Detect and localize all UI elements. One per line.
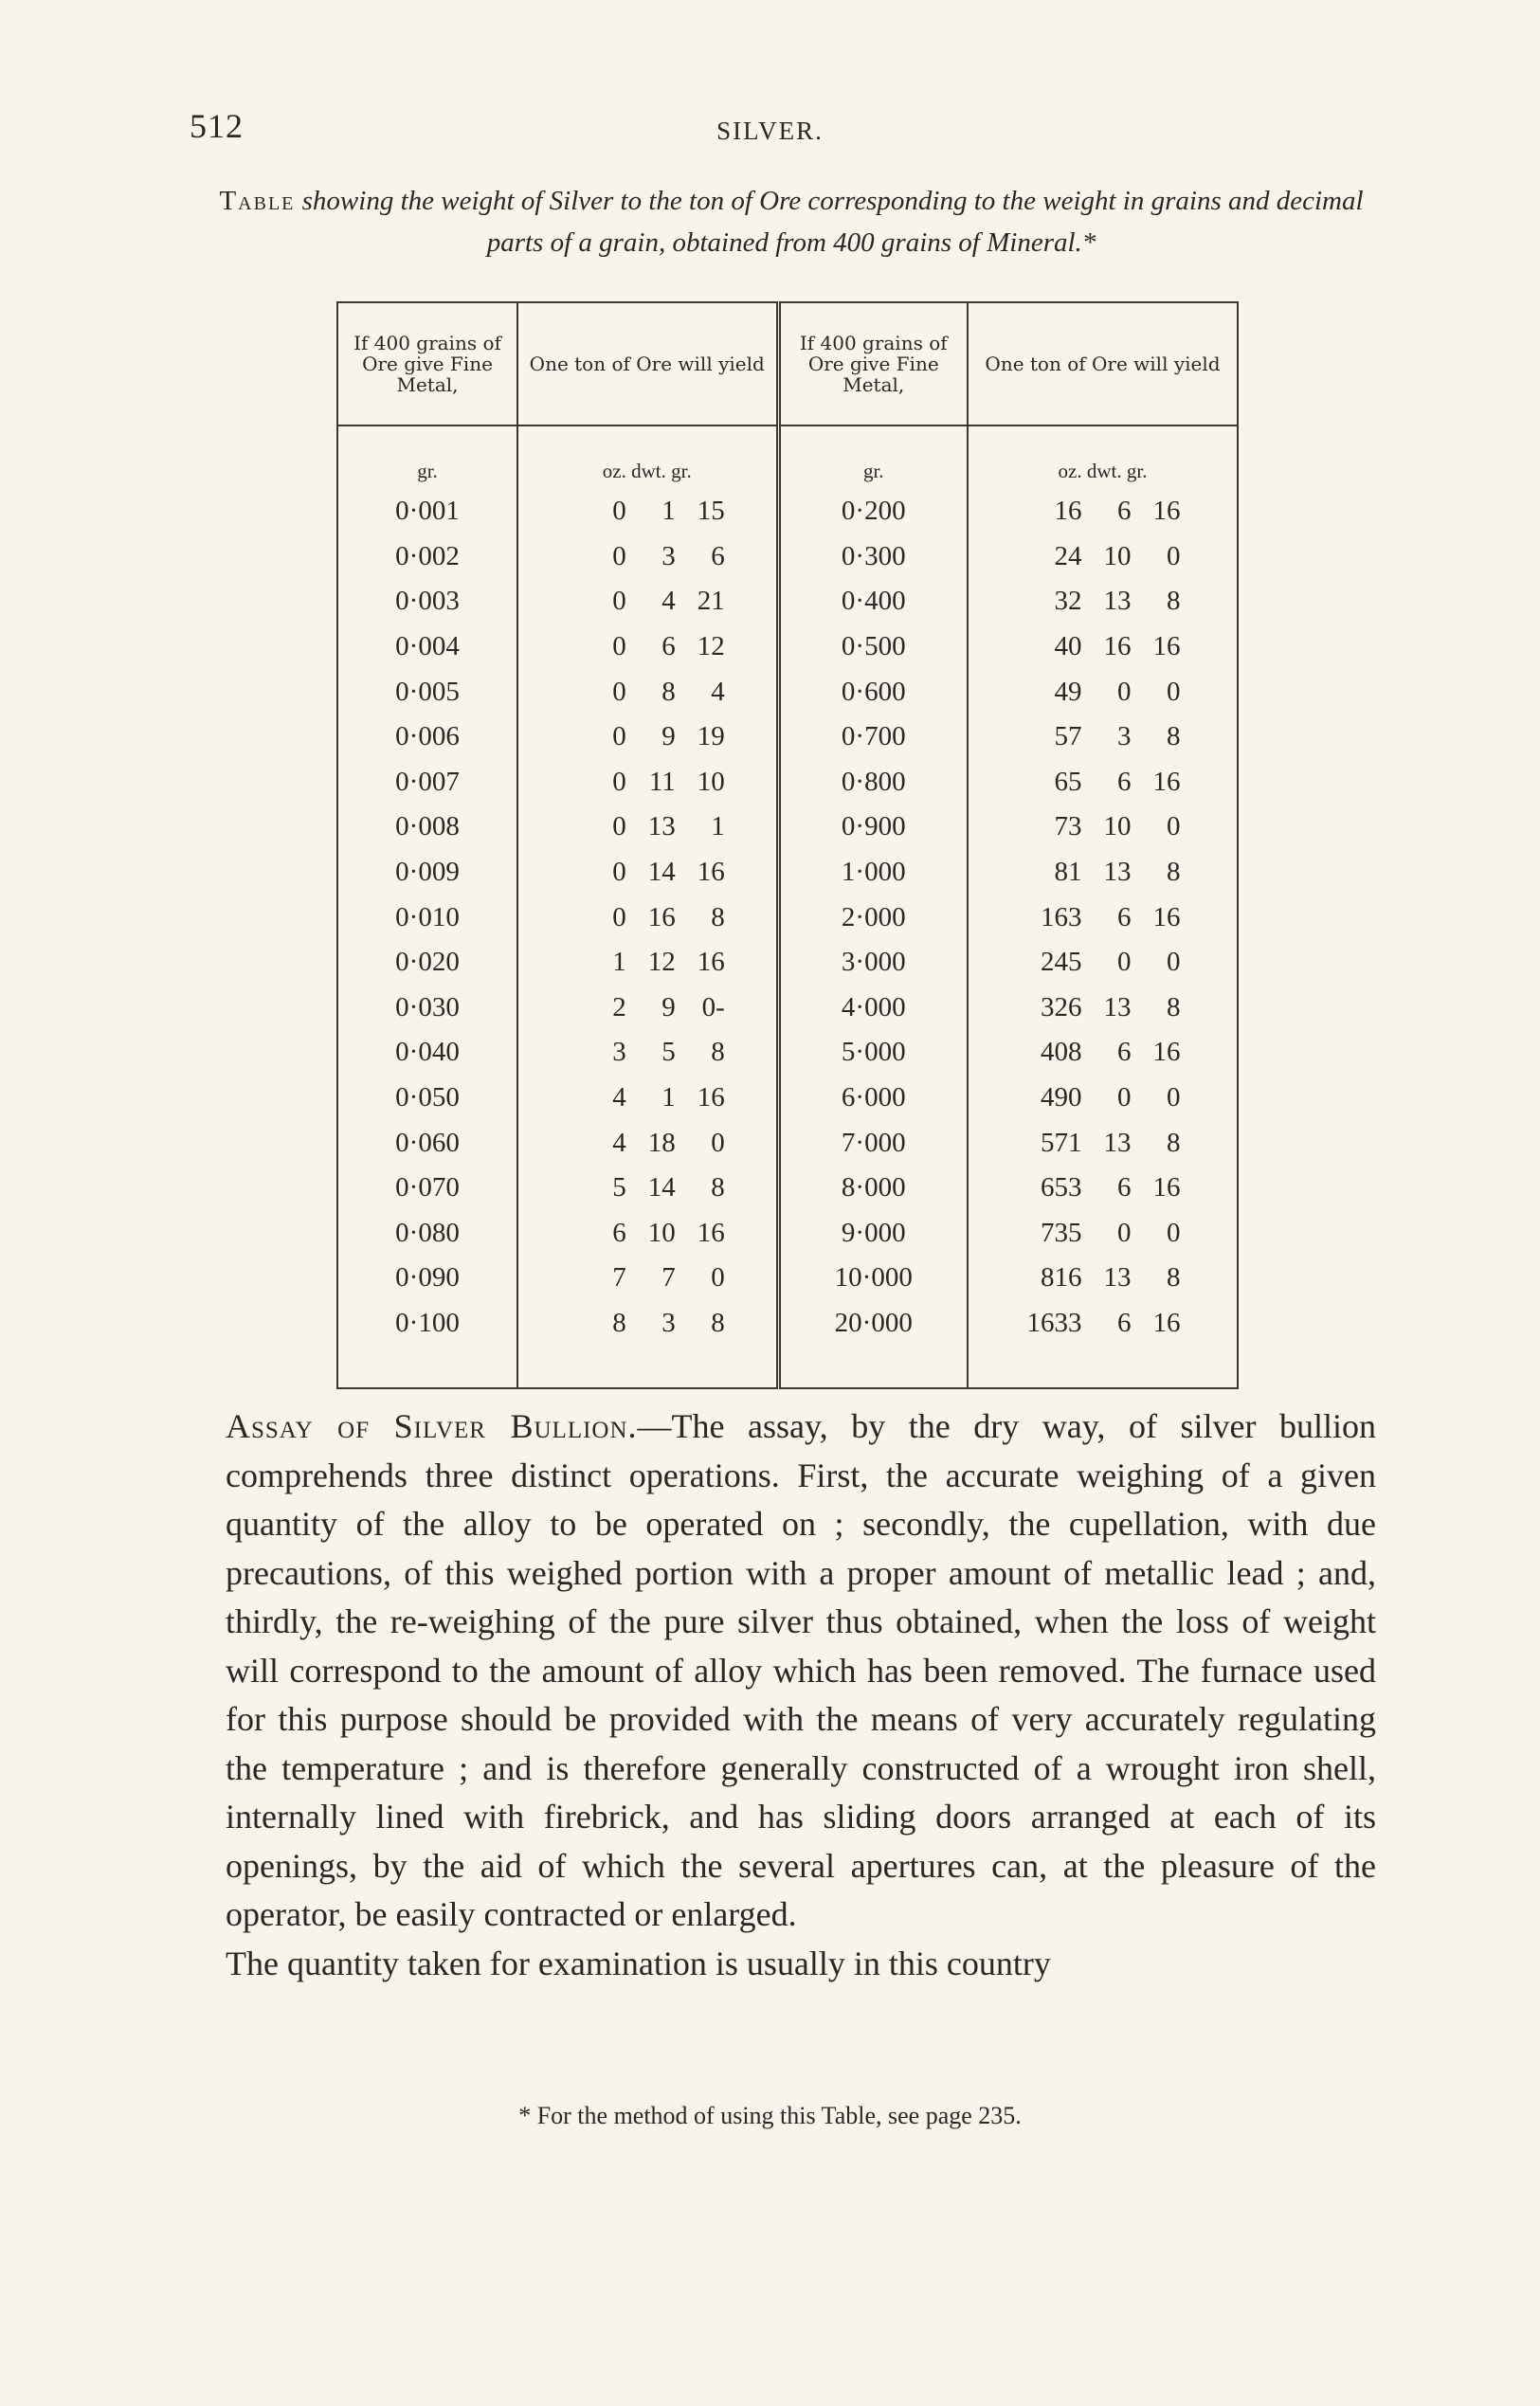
table-row: [337, 669, 1238, 715]
amount-dwt: 6: [1117, 1307, 1132, 1338]
table-row: [337, 760, 1238, 805]
amount-dwt: 14: [647, 1172, 676, 1203]
empty-cell: [517, 1346, 778, 1388]
grains-cell: 0·090: [337, 1256, 517, 1301]
amount-gr: 16: [697, 947, 725, 978]
amount-gr: 16: [1152, 1037, 1181, 1068]
amount-dwt: 3: [661, 540, 676, 571]
amount-dwt: 10: [1103, 811, 1132, 842]
unit-label: gr.: [778, 425, 968, 489]
grains-cell: 0·400: [778, 579, 968, 624]
grains-cell: 0·600: [778, 669, 968, 715]
amount-dwt: 6: [1117, 766, 1132, 797]
section-heading: Assay of Silver Bullion.: [226, 1407, 638, 1445]
amount-dwt: 3: [661, 1307, 676, 1338]
yield-cell: [517, 1301, 778, 1347]
grains-cell: 0·050: [337, 1076, 517, 1121]
amount-dwt: 10: [647, 1217, 676, 1248]
amount-gr: 8: [1167, 991, 1181, 1022]
unit-label: oz. dwt. gr.: [517, 425, 778, 489]
unit-label: gr.: [337, 425, 517, 489]
amount-gr: 0: [711, 1262, 725, 1293]
body-text: [226, 1402, 1376, 1988]
amount-dwt: 12: [647, 947, 676, 978]
amount-oz: 16: [1054, 496, 1082, 527]
amount-gr: 16: [697, 1082, 725, 1113]
page-number: 512: [190, 107, 244, 145]
amount-gr: 0-: [701, 991, 725, 1022]
yield-cell: [517, 624, 778, 670]
amount-dwt: 6: [1117, 901, 1132, 932]
header-grains-right: If 400 grains of Ore give Fine Metal,: [778, 302, 968, 425]
amount-gr: 8: [1167, 1127, 1181, 1158]
table-row: [337, 986, 1238, 1031]
amount-gr: 1: [711, 811, 725, 842]
amount-oz: 32: [1054, 586, 1082, 617]
yield-cell: [517, 669, 778, 715]
table-row: [337, 1211, 1238, 1257]
amount-dwt: 18: [647, 1127, 676, 1158]
amount-dwt: 0: [1117, 1082, 1132, 1113]
yield-cell: [968, 669, 1238, 715]
table-row: [337, 805, 1238, 850]
empty-cell: [968, 1346, 1238, 1388]
header-grains-left: If 400 grains of Ore give Fine Metal,: [337, 302, 517, 425]
amount-oz: 490: [1041, 1082, 1082, 1113]
amount-oz: 735: [1041, 1217, 1082, 1248]
yield-cell: [968, 1211, 1238, 1257]
amount-gr: 6: [711, 540, 725, 571]
amount-gr: 8: [1167, 1262, 1181, 1293]
silver-yield-table: [336, 301, 1239, 1389]
grains-cell: 0·030: [337, 986, 517, 1031]
table-row: [337, 1076, 1238, 1121]
amount-gr: 0: [711, 1127, 725, 1158]
amount-dwt: 6: [1117, 496, 1132, 527]
amount-gr: 0: [1167, 676, 1181, 707]
amount-gr: 8: [711, 1172, 725, 1203]
table-row: [337, 534, 1238, 580]
grains-cell: 0·060: [337, 1120, 517, 1166]
amount-dwt: 4: [661, 586, 676, 617]
amount-oz: 2: [612, 991, 626, 1022]
table-header-row: [337, 302, 1238, 425]
amount-oz: 163: [1041, 901, 1082, 932]
amount-gr: 16: [1152, 631, 1181, 662]
amount-dwt: 13: [1103, 1262, 1132, 1293]
yield-cell: [968, 534, 1238, 580]
amount-gr: 8: [1167, 586, 1181, 617]
amount-gr: 21: [697, 586, 725, 617]
table-row: [337, 624, 1238, 670]
yield-cell: [968, 805, 1238, 850]
empty-cell: [778, 1346, 968, 1388]
yield-cell: [517, 850, 778, 895]
amount-oz: 0: [612, 676, 626, 707]
amount-dwt: 6: [1117, 1037, 1132, 1068]
amount-gr: 19: [697, 721, 725, 752]
amount-gr: 16: [1152, 1307, 1181, 1338]
yield-cell: [517, 940, 778, 986]
yield-cell: [968, 895, 1238, 940]
grains-cell: 0·900: [778, 805, 968, 850]
amount-oz: 4: [612, 1127, 626, 1158]
grains-cell: 0·800: [778, 760, 968, 805]
table-row: [337, 1256, 1238, 1301]
amount-oz: 57: [1054, 721, 1082, 752]
grains-cell: 0·700: [778, 715, 968, 760]
amount-oz: 0: [612, 721, 626, 752]
amount-dwt: 6: [661, 631, 676, 662]
grains-cell: 0·010: [337, 895, 517, 940]
paragraph-text: The quantity taken for examination is usually in this country: [226, 1944, 1051, 1982]
yield-cell: [517, 805, 778, 850]
yield-cell: [517, 1030, 778, 1076]
amount-gr: 15: [697, 496, 725, 527]
amount-oz: 0: [612, 496, 626, 527]
unit-label: oz. dwt. gr.: [968, 425, 1238, 489]
amount-oz: 0: [612, 631, 626, 662]
grains-cell: 0·040: [337, 1030, 517, 1076]
amount-oz: 65: [1054, 766, 1082, 797]
amount-oz: 49: [1054, 676, 1082, 707]
amount-oz: 5: [612, 1172, 626, 1203]
yield-cell: [968, 579, 1238, 624]
amount-oz: 6: [612, 1217, 626, 1248]
amount-gr: 0: [1167, 1082, 1181, 1113]
amount-oz: 40: [1054, 631, 1082, 662]
yield-cell: [517, 1211, 778, 1257]
grains-cell: 5·000: [778, 1030, 968, 1076]
running-head: SILVER.: [716, 117, 824, 145]
amount-oz: 0: [612, 586, 626, 617]
amount-dwt: 5: [661, 1037, 676, 1068]
amount-oz: 73: [1054, 811, 1082, 842]
amount-dwt: 1: [661, 1082, 676, 1113]
amount-gr: 16: [1152, 1172, 1181, 1203]
paragraph: [226, 1940, 1376, 1989]
amount-dwt: 10: [1103, 540, 1132, 571]
amount-dwt: 9: [661, 721, 676, 752]
amount-gr: 8: [711, 1037, 725, 1068]
table-row: [337, 895, 1238, 940]
amount-dwt: 7: [661, 1262, 676, 1293]
amount-oz: 1633: [1026, 1307, 1082, 1338]
table-row: [337, 1030, 1238, 1076]
table-row: [337, 1166, 1238, 1211]
grains-cell: 6·000: [778, 1076, 968, 1121]
grains-cell: 3·000: [778, 940, 968, 986]
amount-gr: 8: [711, 1307, 725, 1338]
yield-cell: [968, 1120, 1238, 1166]
paragraph-text: —The assay, by the dry way, of silver bullion comprehends three distinct operations. First, the accurate weighing of a given quantity of the alloy to be operated on ; secondly, the cupellation, with due precautions, of this weighed portion with a proper amount of metallic lead ; and, thirdly, the re-weighing of the pure silver thus obtained, when the loss of weight will correspond to the amount of alloy which has been removed. The furnace used for this purpose should be provided with the means of very accurately regulating the temperature ; and is therefore generally constructed of a wrought iron shell, internally lined with firebrick, and has sliding doors arranged at each of its openings, by the aid of which the several apertures can, at the pleasure of the operator, be easily contracted or enlarged.: [226, 1407, 1376, 1933]
amount-dwt: 6: [1117, 1172, 1132, 1203]
yield-cell: [968, 1030, 1238, 1076]
amount-gr: 16: [1152, 496, 1181, 527]
table-caption: [190, 180, 1393, 263]
amount-oz: 7: [612, 1262, 626, 1293]
grains-cell: 0·070: [337, 1166, 517, 1211]
grains-cell: 7·000: [778, 1120, 968, 1166]
yield-cell: [968, 1256, 1238, 1301]
table-row: [337, 715, 1238, 760]
amount-gr: 4: [711, 676, 725, 707]
grains-cell: 0·001: [337, 489, 517, 534]
yield-cell: [517, 715, 778, 760]
yield-cell: [517, 534, 778, 580]
amount-oz: 653: [1041, 1172, 1082, 1203]
footnote: * For the method of using this Table, see page 235.: [518, 2102, 1022, 2129]
empty-cell: [337, 1346, 517, 1388]
yield-cell: [517, 579, 778, 624]
grains-cell: 20·000: [778, 1301, 968, 1347]
amount-gr: 0: [1167, 947, 1181, 978]
amount-gr: 0: [1167, 540, 1181, 571]
amount-dwt: 0: [1117, 676, 1132, 707]
table-row: [337, 1301, 1238, 1347]
grains-cell: 0·200: [778, 489, 968, 534]
yield-cell: [968, 715, 1238, 760]
amount-dwt: 13: [1103, 857, 1132, 888]
amount-gr: 12: [697, 631, 725, 662]
amount-gr: 16: [697, 1217, 725, 1248]
amount-gr: 16: [1152, 766, 1181, 797]
table-row: [337, 489, 1238, 534]
amount-oz: 24: [1054, 540, 1082, 571]
table-row: [337, 579, 1238, 624]
grains-cell: 9·000: [778, 1211, 968, 1257]
amount-gr: 10: [697, 766, 725, 797]
table-row: [337, 1120, 1238, 1166]
amount-gr: 8: [1167, 857, 1181, 888]
header-yield-right: One ton of Ore will yield: [968, 302, 1238, 425]
amount-oz: 326: [1041, 991, 1082, 1022]
amount-dwt: 1: [661, 496, 676, 527]
grains-cell: 0·009: [337, 850, 517, 895]
grains-cell: 0·100: [337, 1301, 517, 1347]
grains-cell: 0·006: [337, 715, 517, 760]
amount-oz: 816: [1041, 1262, 1082, 1293]
paragraph: [226, 1402, 1376, 1940]
caption-text: showing the weight of Silver to the ton of Ore corresponding to the weight in grains and decimal parts of a grain, obtained from 400 grains of Mineral.*: [301, 186, 1364, 258]
amount-dwt: 0: [1117, 1217, 1132, 1248]
yield-cell: [517, 1166, 778, 1211]
amount-dwt: 13: [647, 811, 676, 842]
yield-cell: [517, 760, 778, 805]
caption-lead: Table: [219, 186, 296, 216]
grains-cell: 0·008: [337, 805, 517, 850]
header-yield-left: One ton of Ore will yield: [517, 302, 778, 425]
amount-gr: 16: [697, 857, 725, 888]
yield-cell: [968, 1166, 1238, 1211]
amount-dwt: 0: [1117, 947, 1132, 978]
amount-oz: 0: [612, 901, 626, 932]
amount-dwt: 9: [661, 991, 676, 1022]
amount-oz: 571: [1041, 1127, 1082, 1158]
grains-cell: 0·080: [337, 1211, 517, 1257]
grains-cell: 0·003: [337, 579, 517, 624]
grains-cell: 1·000: [778, 850, 968, 895]
amount-gr: 8: [1167, 721, 1181, 752]
amount-dwt: 11: [648, 766, 676, 797]
yield-cell: [968, 760, 1238, 805]
grains-cell: 0·007: [337, 760, 517, 805]
amount-oz: 4: [612, 1082, 626, 1113]
grains-cell: 10·000: [778, 1256, 968, 1301]
yield-cell: [517, 1120, 778, 1166]
yield-cell: [517, 1256, 778, 1301]
amount-dwt: 8: [661, 676, 676, 707]
amount-oz: 408: [1041, 1037, 1082, 1068]
amount-oz: 0: [612, 857, 626, 888]
grains-cell: 0·004: [337, 624, 517, 670]
grains-cell: 8·000: [778, 1166, 968, 1211]
yield-cell: [517, 489, 778, 534]
yield-cell: [968, 489, 1238, 534]
yield-cell: [968, 940, 1238, 986]
grains-cell: 0·020: [337, 940, 517, 986]
amount-oz: 0: [612, 811, 626, 842]
grains-cell: 0·005: [337, 669, 517, 715]
grains-cell: 4·000: [778, 986, 968, 1031]
amount-gr: 16: [1152, 901, 1181, 932]
table-bottom: [337, 1346, 1238, 1388]
amount-gr: 8: [711, 901, 725, 932]
amount-dwt: 16: [1103, 631, 1132, 662]
yield-cell: [968, 850, 1238, 895]
amount-dwt: 14: [647, 857, 676, 888]
units-row: [337, 425, 1238, 489]
yield-cell: [968, 624, 1238, 670]
grains-cell: 2·000: [778, 895, 968, 940]
yield-cell: [517, 1076, 778, 1121]
table-row: [337, 850, 1238, 895]
amount-oz: 0: [612, 540, 626, 571]
yield-cell: [517, 986, 778, 1031]
amount-oz: 8: [612, 1307, 626, 1338]
amount-dwt: 13: [1103, 991, 1132, 1022]
amount-dwt: 13: [1103, 586, 1132, 617]
yield-cell: [517, 895, 778, 940]
table-row: [337, 940, 1238, 986]
amount-dwt: 16: [647, 901, 676, 932]
amount-oz: 3: [612, 1037, 626, 1068]
amount-oz: 0: [612, 766, 626, 797]
amount-oz: 81: [1054, 857, 1082, 888]
amount-gr: 0: [1167, 1217, 1181, 1248]
amount-oz: 1: [612, 947, 626, 978]
yield-cell: [968, 986, 1238, 1031]
amount-oz: 245: [1041, 947, 1082, 978]
amount-gr: 0: [1167, 811, 1181, 842]
grains-cell: 0·002: [337, 534, 517, 580]
yield-cell: [968, 1301, 1238, 1347]
amount-dwt: 3: [1117, 721, 1132, 752]
grains-cell: 0·300: [778, 534, 968, 580]
grains-cell: 0·500: [778, 624, 968, 670]
yield-cell: [968, 1076, 1238, 1121]
amount-dwt: 13: [1103, 1127, 1132, 1158]
